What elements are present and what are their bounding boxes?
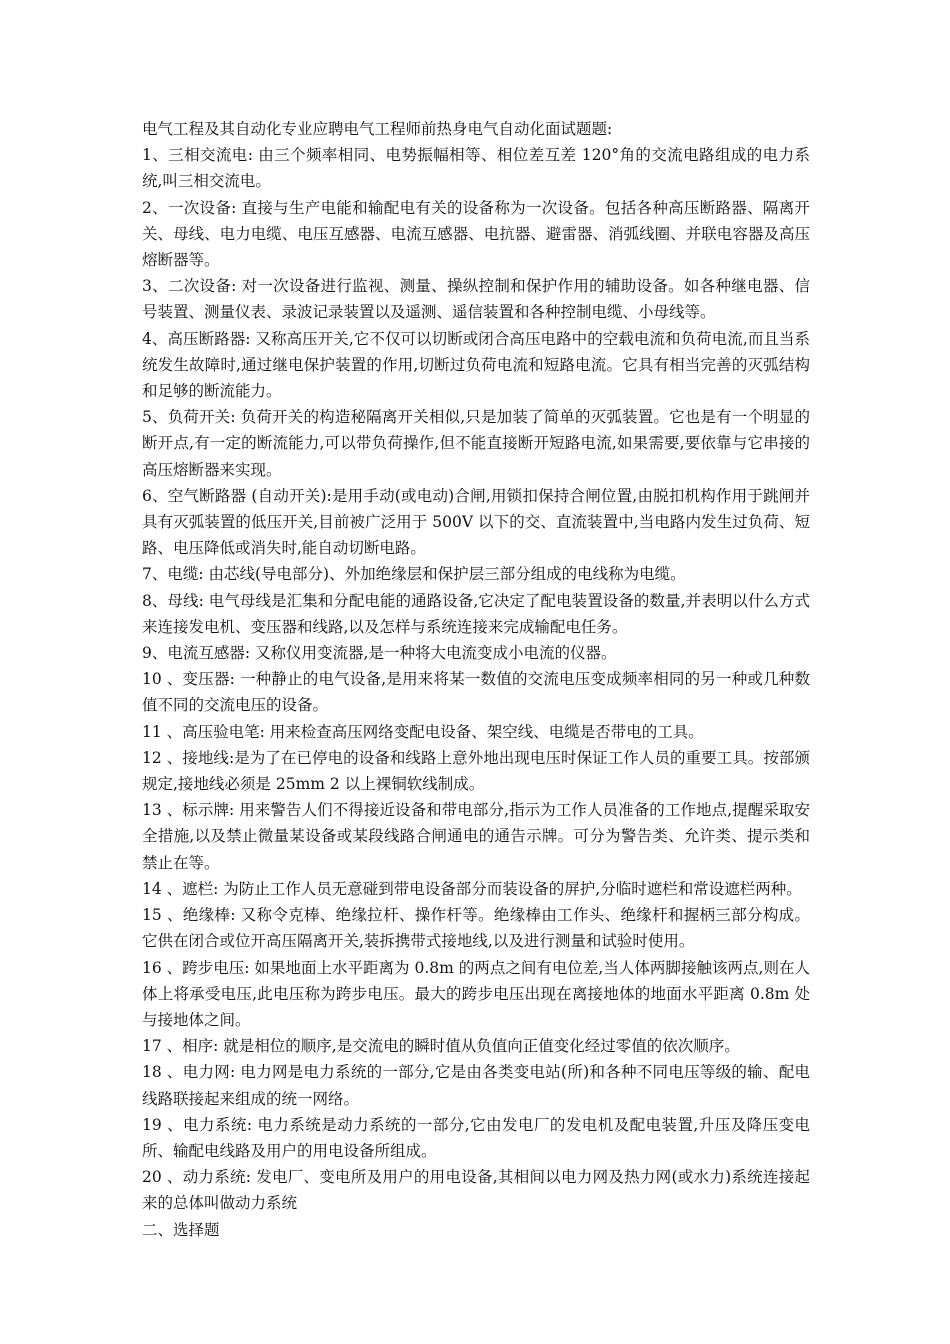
definition-7: 7、电缆: 由芯线(导电部分)、外加绝缘层和保护层三部分组成的电线称为电缆。: [142, 565, 686, 584]
definition-18: 18 、电力网: 电力网是电力系统的一部分,它是由各类变电站(所)和各种不同电压等级的输、配电线路联接起来组成的统一网络。: [142, 1063, 810, 1108]
document-title: 电气工程及其自动化专业应聘电气工程师前热身电气自动化面试题题:: [142, 120, 613, 138]
definition-11: 11 、高压验电笔: 用来检查高压网络变配电设备、架空线、电缆是否带电的工具。: [142, 722, 704, 741]
definition-1: 1、三相交流电: 由三个频率相同、电势振幅相等、相位差互差 120°角的交流电路组成的电力系统,叫三相交流电。: [142, 146, 810, 191]
definition-15: 15 、绝缘棒: 又称令克棒、绝缘拉杆、操作杆等。绝缘棒由工作头、绝缘杆和握柄三部分构成。它供在闭合或位开高压隔离开关,装拆携带式接地线,以及进行测量和试验时使用。: [142, 906, 810, 951]
definition-17: 17 、相序: 就是相位的顺序,是交流电的瞬时值从负值向正值变化经过零值的依次顺序。: [142, 1037, 740, 1056]
definition-2: 2、一次设备: 直接与生产电能和输配电有关的设备称为一次设备。包括各种高压断路器、隔离开关、母线、电力电缆、电压互感器、电流互感器、电抗器、避雷器、消弧线圈、并联电容器及高压熔断器等。: [142, 198, 810, 270]
document-body: [142, 116, 810, 1243]
definition-16: 16 、跨步电压: 如果地面上水平距离为 0.8m 的两点之间有电位差,当人体两脚接触该两点,则在人体上将承受电压,此电压称为跨步电压。最大的跨步电压出现在离接地体的地面水平距离 0.8m 处与接地体之间。: [142, 958, 810, 1029]
definition-5: 5、负荷开关: 负荷开关的构造秘隔离开关相似,只是加装了简单的灭弧装置。它也是有一个明显的断开点,有一定的断流能力,可以带负荷操作,但不能直接断开短路电流,如果需要,要依靠与它串接的高压熔断器来实现。: [142, 408, 810, 479]
definition-19: 19 、电力系统: 电力系统是动力系统的一部分,它由发电厂的发电机及配电装置,升压及降压变电所、输配电线路及用户的用电设备所组成。: [142, 1115, 810, 1160]
definition-14: 14 、遮栏: 为防止工作人员无意碰到带电设备部分而装设备的屏护,分临时遮栏和常设遮栏两种。: [142, 879, 802, 898]
definition-12: 12 、接地线:是为了在已停电的设备和线路上意外地出现电压时保证工作人员的重要工具。按部颁规定,接地线必须是 25mm 2 以上裸铜软线制成。: [142, 748, 810, 794]
section-heading: 二、选择题: [142, 1220, 220, 1239]
definition-9: 9、电流互感器: 又称仪用变流器,是一种将大电流变成小电流的仪器。: [142, 644, 617, 663]
definition-4: 4、高压断路器: 又称高压开关,它不仅可以切断或闭合高压电路中的空载电流和负荷电流,而且当系统发生故障时,通过继电保护装置的作用,切断过负荷电流和短路电流。它具有相当完善的灭弧结构和足够的断流能力。: [142, 329, 810, 401]
definition-3: 3、二次设备: 对一次设备进行监视、测量、操纵控制和保护作用的辅助设备。如各种继电器、信号装置、测量仪表、录波记录装置以及遥测、遥信装置和各种控制电缆、小母线等。: [142, 277, 810, 322]
definition-13: 13 、标示牌: 用来警告人们不得接近设备和带电部分,指示为工作人员准备的工作地点,提醒采取安全措施,以及禁止微量某设备或某段线路合闸通电的通告示牌。可分为警告类、允许类、提示类和禁止在等。: [142, 801, 810, 872]
definition-6: 6、空气断路器 (自动开关):是用手动(或电动)合闸,用锁扣保持合闸位置,由脱扣机构作用于跳闸并具有灭弧装置的低压开关,目前被广泛用于 500V 以下的交、直流装置中,当电路内发生过负荷、短路、电压降低或消失时,能自动切断电路。: [142, 486, 810, 558]
definition-8: 8、母线: 电气母线是汇集和分配电能的通路设备,它决定了配电装置设备的数量,并表明以什么方式来连接发电机、变压器和线路,以及怎样与系统连接来完成输配电任务。: [142, 591, 810, 636]
definition-20: 20 、动力系统: 发电厂、变电所及用户的用电设备,其相间以电力网及热力网(或水力)系统连接起来的总体叫做动力系统: [142, 1168, 810, 1213]
definition-10: 10 、变压器: 一种静止的电气设备,是用来将某一数值的交流电压变成频率相同的另一种或几种数值不同的交流电压的设备。: [142, 670, 810, 715]
